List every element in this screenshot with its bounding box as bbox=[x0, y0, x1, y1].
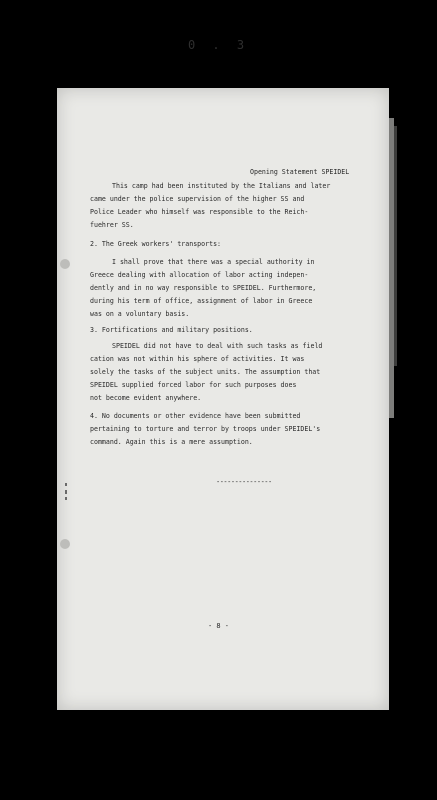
section-divider: --------------- bbox=[216, 478, 272, 486]
section-heading: 3. Fortifications and military positions. bbox=[90, 326, 253, 334]
punch-hole-icon bbox=[60, 259, 70, 269]
page-edge-shadow-dark bbox=[394, 126, 397, 366]
margin-mark bbox=[65, 483, 67, 486]
body-line: pertaining to torture and terror by troops under SPEIDEL's bbox=[90, 425, 321, 433]
body-line: cation was not within his sphere of activities. It was bbox=[90, 355, 305, 363]
margin-mark bbox=[65, 497, 67, 500]
body-line: was on a voluntary basis. bbox=[90, 310, 190, 318]
section-heading: 2. The Greek workers' transports: bbox=[90, 240, 222, 248]
body-line: solely the tasks of the subject units. The assumption that bbox=[90, 368, 321, 376]
body-line: This camp had been instituted by the Italians and later bbox=[112, 182, 331, 190]
body-line: came under the police supervision of the higher SS and bbox=[90, 195, 305, 203]
page-number: - 8 - bbox=[207, 622, 230, 630]
body-line: SPEIDEL did not have to deal with such tasks as field bbox=[112, 342, 323, 350]
margin-mark bbox=[65, 490, 67, 494]
body-line: Police Leader who himself was responsible to the Reich- bbox=[90, 208, 309, 216]
body-line: during his term of office, assignment of labor in Greece bbox=[90, 297, 313, 305]
section-heading: 4. No documents or other evidence have been submitted bbox=[90, 412, 301, 420]
film-frame-label: 0 . 3 bbox=[187, 38, 250, 52]
punch-hole-icon bbox=[60, 539, 70, 549]
body-line: command. Again this is a mere assumption. bbox=[90, 438, 253, 446]
body-line: dently and in no way responsible to SPEIDEL. Furthermore, bbox=[90, 284, 317, 292]
body-line: fuehrer SS. bbox=[90, 221, 134, 229]
body-line: SPEIDEL supplied forced labor for such purposes does bbox=[90, 381, 297, 389]
body-line: not become evident anywhere. bbox=[90, 394, 202, 402]
body-line: Greece dealing with allocation of labor acting indepen- bbox=[90, 271, 309, 279]
document-heading: Opening Statement SPEIDEL bbox=[250, 168, 350, 176]
body-line: I shall prove that there was a special authority in bbox=[112, 258, 315, 266]
